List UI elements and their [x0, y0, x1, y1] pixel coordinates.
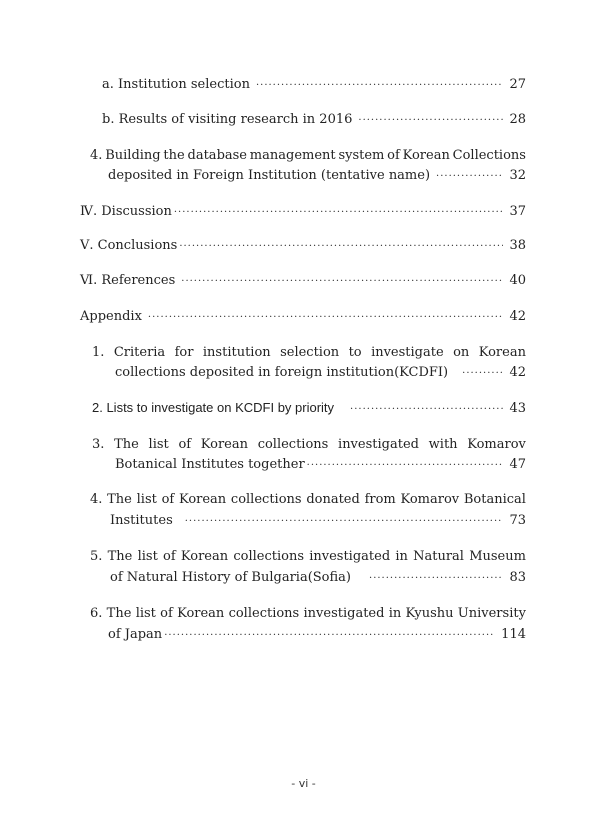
dot-leader: [436, 169, 503, 185]
toc-entry-appendix-criteria-line1[interactable]: [92, 345, 526, 361]
toc-entry-building-database-line2[interactable]: [108, 168, 526, 185]
word: Collections: [452, 148, 526, 163]
toc-entry-page: 47: [509, 457, 526, 472]
word: investigate: [371, 345, 444, 360]
toc-entry-institution-selection[interactable]: [102, 77, 526, 94]
word: collections: [233, 549, 304, 564]
word: institution: [202, 345, 271, 360]
word: Korean: [478, 345, 526, 360]
toc-entry-page: 83: [509, 570, 526, 585]
word: Building: [105, 148, 161, 163]
toc-entry-references[interactable]: [80, 273, 526, 290]
toc-entry-results-visiting-research[interactable]: [102, 112, 526, 129]
word: The: [107, 492, 132, 507]
word: from: [364, 492, 396, 507]
toc-entry-appendix-bulgaria-line2[interactable]: [110, 570, 526, 587]
toc-entry-label: Institutes: [110, 513, 173, 528]
word: donated: [306, 492, 360, 507]
toc-entry-page: 28: [509, 112, 526, 127]
word: in: [395, 549, 408, 564]
dot-leader: [181, 274, 503, 290]
toc-entry-label: Botanical Institutes together: [115, 457, 305, 472]
toc-entry-label: b. Results of visiting research in 2016: [102, 112, 353, 127]
dot-leader: [369, 571, 503, 587]
word: Korean: [200, 437, 248, 452]
word: investigated: [309, 549, 391, 564]
toc-entry-label: of Natural History of Bulgaria(Sofia): [110, 570, 352, 585]
toc-entry-page: 114: [501, 627, 526, 642]
word: 6.: [90, 606, 103, 621]
word: Museum: [469, 549, 526, 564]
toc-entry-page: 42: [509, 365, 526, 380]
toc-entry-appendix-criteria-line2[interactable]: [115, 365, 526, 382]
toc-entry-page: 73: [509, 513, 526, 528]
word: 3.: [92, 437, 105, 452]
word: list: [135, 606, 156, 621]
toc-entry-conclusions[interactable]: [80, 238, 526, 255]
word: Korean: [402, 148, 450, 163]
word: of: [178, 437, 192, 452]
word: of: [161, 492, 175, 507]
toc-entry-label: Ⅵ. References: [80, 273, 176, 288]
toc-entry-label: Appendix: [80, 309, 142, 324]
toc-entry-label: of Japan: [108, 627, 163, 642]
toc-entry-page: 37: [509, 204, 526, 219]
word: The: [114, 437, 139, 452]
toc-entry-appendix-bulgaria-line1[interactable]: [90, 549, 526, 565]
toc-entry-label: Ⅴ. Conclusions: [80, 238, 178, 253]
word: database: [187, 148, 247, 163]
word: investigated: [303, 606, 385, 621]
word: investigated: [338, 437, 419, 452]
word: Komarov: [467, 437, 526, 452]
dot-leader: [256, 78, 503, 94]
word: list: [148, 437, 169, 452]
word: University: [457, 606, 526, 621]
word: collections: [228, 606, 300, 621]
toc-entry-appendix-komarov-together-line1[interactable]: [92, 437, 526, 453]
word: Criteria: [113, 345, 166, 360]
word: of: [160, 606, 173, 621]
page-number: - vi -: [291, 777, 316, 790]
word: management: [249, 148, 336, 163]
word: collections: [230, 492, 302, 507]
word: collections: [257, 437, 329, 452]
word: Korean: [178, 492, 227, 507]
word: The: [107, 549, 133, 564]
toc-entry-discussion[interactable]: [80, 204, 526, 221]
toc-entry-page: 40: [509, 273, 526, 288]
word: Natural: [413, 549, 464, 564]
dot-leader: [358, 113, 503, 129]
toc-entry-appendix-lists-priority[interactable]: [92, 400, 526, 418]
word: Komarov: [400, 492, 460, 507]
dot-leader: [350, 402, 503, 418]
dot-leader: [179, 239, 503, 255]
word: list: [136, 492, 157, 507]
dot-leader: [174, 205, 504, 221]
word: for: [174, 345, 194, 360]
word: 5.: [90, 549, 103, 564]
toc-entry-appendix-komarov-together-line2[interactable]: [115, 457, 526, 474]
toc-entry-page: 42: [509, 309, 526, 324]
toc-entry-appendix-komarov-donated-line1[interactable]: [90, 492, 526, 508]
word: Korean: [177, 606, 225, 621]
toc-entry-label: Ⅳ. Discussion: [80, 204, 172, 219]
toc-entry-label: collections deposited in foreign institution(KCDFI): [115, 365, 449, 380]
dot-leader: [164, 628, 495, 644]
toc-entry-appendix-kyushu-line1[interactable]: [90, 606, 526, 622]
word: Korean: [180, 549, 229, 564]
toc-entry-page: 38: [509, 238, 526, 253]
dot-leader: [307, 458, 504, 474]
word: with: [428, 437, 458, 452]
toc-entry-label: 2. Lists to investigate on KCDFI by priority: [92, 400, 335, 415]
word: selection: [280, 345, 340, 360]
word: 4.: [90, 148, 103, 163]
word: the: [163, 148, 185, 163]
dot-leader: [462, 366, 503, 382]
toc-entry-label: a. Institution selection: [102, 77, 250, 92]
word: on: [453, 345, 470, 360]
dot-leader: [185, 514, 504, 530]
word: in: [388, 606, 402, 621]
word: list: [137, 549, 158, 564]
word: Botanical: [463, 492, 526, 507]
dot-leader: [148, 310, 504, 326]
word: 4.: [90, 492, 103, 507]
toc-entry-label: deposited in Foreign Institution (tentative name): [108, 168, 431, 183]
toc-entry-page: 27: [509, 77, 526, 92]
word: to: [348, 345, 362, 360]
toc-entry-page: 43: [509, 401, 526, 416]
word: of: [163, 549, 176, 564]
toc-entry-appendix-komarov-donated-line2[interactable]: [110, 513, 526, 530]
word: of: [387, 148, 400, 163]
word: system: [338, 148, 385, 163]
toc-entry-page: 32: [509, 168, 526, 183]
word: Kyushu: [405, 606, 454, 621]
word: 1.: [92, 345, 105, 360]
word: The: [106, 606, 132, 621]
toc-entry-appendix-kyushu-line2[interactable]: [108, 627, 526, 644]
toc-entry-appendix[interactable]: [80, 309, 526, 326]
toc-entry-building-database-line1[interactable]: [90, 148, 526, 164]
